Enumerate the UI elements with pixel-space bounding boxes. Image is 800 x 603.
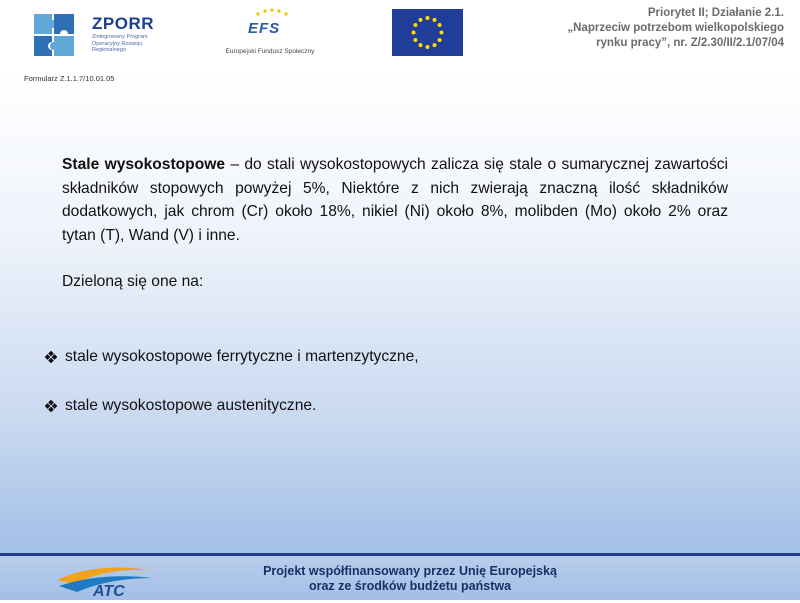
diamond-bullet-icon xyxy=(45,351,57,363)
zporr-puzzle-icon xyxy=(30,10,80,58)
efs-title: EFS xyxy=(248,20,281,37)
list-item-text: stale wysokostopowe austenityczne. xyxy=(65,397,317,414)
svg-text:ATC: ATC xyxy=(93,583,125,598)
definition-term: Stale wysokostopowe xyxy=(62,156,226,173)
main-content xyxy=(62,153,728,294)
eu-flag-icon xyxy=(392,9,463,56)
efs-logo xyxy=(222,6,318,62)
zporr-logo xyxy=(30,10,160,62)
header-title-line3: rynku pracy”, nr. Z/2.30/II/2.1/07/04 xyxy=(596,37,784,49)
header-title-line2: „Naprzeciw potrzebom wielkopolskiego xyxy=(567,22,784,34)
header xyxy=(0,0,800,68)
definition-text: – do stali wysokostopowych zalicza się stale o sumarycznej zawartości składników stopowych powyżej 5%, Niektóre z nich zwierają znaczną ilość składników dodatkowych, jak chrom (Cr) około 18%, nikiel (Ni) około 8%, molibden (Mo) około 2% oraz tytan (T), Wand (V) i inne. xyxy=(62,156,728,244)
header-title-line1: Priorytet II; Działanie 2.1. xyxy=(647,7,784,19)
zporr-title: ZPORR xyxy=(92,14,154,33)
efs-subtitle: Europejski Fundusz Społeczny xyxy=(225,48,315,55)
definition-paragraph xyxy=(62,153,728,247)
footer-line1: Projekt współfinansowany przez Unię Europejską xyxy=(263,564,557,578)
form-code: Formularz Z.1.1.7/10.01.05 xyxy=(24,74,115,83)
intro-text: Dzieloną się one na: xyxy=(62,273,204,290)
zporr-subtitle: Zintegrowany Program Operacyjny Rozwoju Regionalnego xyxy=(92,34,148,53)
bullet-list xyxy=(45,345,745,443)
header-title xyxy=(504,6,784,51)
diamond-bullet-icon xyxy=(45,400,57,412)
atc-logo xyxy=(55,560,155,598)
list-item-text: stale wysokostopowe ferrytyczne i martenzytyczne, xyxy=(65,348,419,365)
list-item xyxy=(45,394,745,417)
list-item xyxy=(45,345,745,368)
footer-line2: oraz ze środków budżetu państwa xyxy=(308,579,512,593)
footer-text xyxy=(220,564,600,594)
